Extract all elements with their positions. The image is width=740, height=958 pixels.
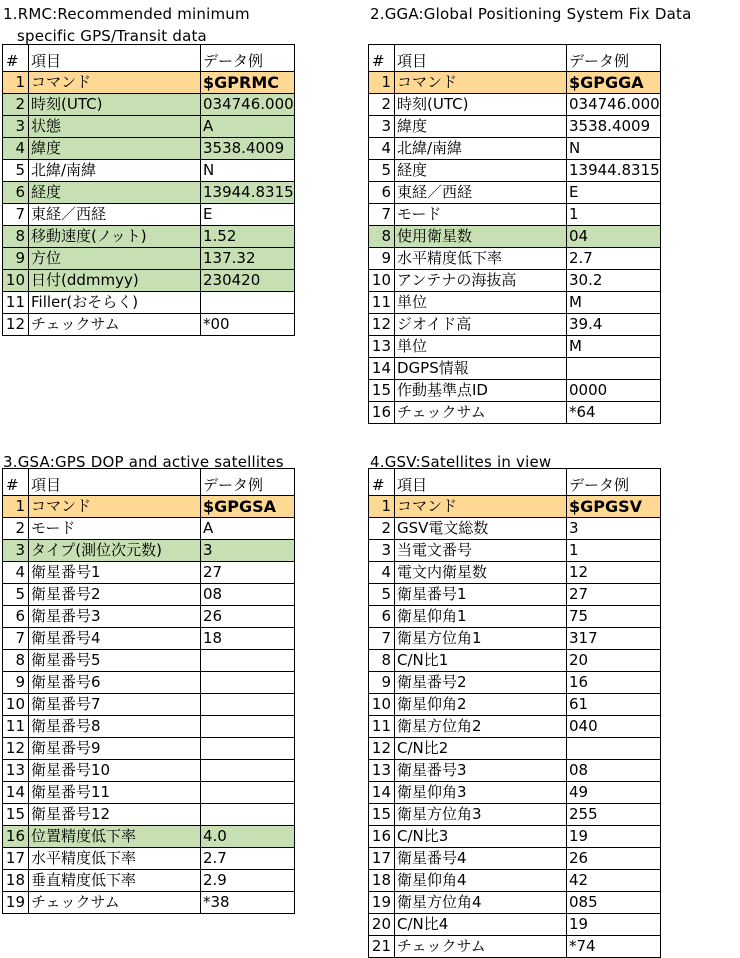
header-example: データ例 [201,469,295,496]
rmc-title-line2: specific GPS/Transit data [17,27,207,45]
table-row [3,650,295,672]
row-item: 時刻(UTC) [29,94,201,116]
row-value [567,738,661,760]
row-item: 電文内衛星数 [395,562,567,584]
row-item: 衛星番号11 [29,782,201,804]
row-item: チェックサム [29,314,201,336]
row-item: 垂直精度低下率 [29,870,201,892]
table-row [369,270,661,292]
table-header-row [369,45,661,72]
rmc-title [3,3,250,47]
row-item: コマンド [29,496,201,518]
row-item: DGPS情報 [395,358,567,380]
row-number: 8 [3,226,29,248]
row-value: 317 [567,628,661,650]
row-value: 75 [567,606,661,628]
row-value: 040 [567,716,661,738]
table-row [369,182,661,204]
table-row [3,248,295,270]
row-value [201,738,295,760]
row-value: $GPRMC [201,72,295,94]
row-number: 17 [3,848,29,870]
table-row [369,738,661,760]
row-value: 1 [567,204,661,226]
table-row [369,518,661,540]
row-value [201,694,295,716]
table-row [369,760,661,782]
row-value: 30.2 [567,270,661,292]
table-row [3,540,295,562]
row-value: 26 [567,848,661,870]
row-number: 20 [369,914,395,936]
row-item: ジオイド高 [395,314,567,336]
table-row [3,694,295,716]
table-row [369,672,661,694]
header-number: # [369,469,395,496]
table-row [3,738,295,760]
row-item: 衛星番号10 [29,760,201,782]
table-row [3,826,295,848]
row-item: モード [395,204,567,226]
table-row [369,914,661,936]
row-value: 08 [567,760,661,782]
row-item: 衛星方位角3 [395,804,567,826]
gga-table [368,44,661,424]
row-value: 13944.8315 [567,160,661,182]
table-row [3,562,295,584]
row-value: 12 [567,562,661,584]
row-value [567,358,661,380]
row-value: 034746.000 [201,94,295,116]
row-number: 4 [369,562,395,584]
row-value: 0000 [567,380,661,402]
table-row [369,826,661,848]
row-value: 39.4 [567,314,661,336]
table-header-row [3,45,295,72]
row-number: 8 [369,226,395,248]
table-row [369,160,661,182]
header-item: 項目 [395,469,567,496]
row-number: 8 [369,650,395,672]
table-row [369,72,661,94]
row-item: チェックサム [29,892,201,914]
table-row [369,496,661,518]
table-row [369,292,661,314]
table-row [369,226,661,248]
row-number: 9 [3,672,29,694]
row-item: 状態 [29,116,201,138]
row-value: 61 [567,694,661,716]
row-number: 4 [369,138,395,160]
table-row [3,204,295,226]
gsv-title-line1: 4.GSV:Satellites in view [370,453,552,471]
row-item: 移動速度(ノット) [29,226,201,248]
row-number: 2 [369,94,395,116]
row-value: 27 [201,562,295,584]
table-row [3,94,295,116]
row-number: 12 [369,314,395,336]
row-value: 27 [567,584,661,606]
table-row [369,562,661,584]
row-item: 緯度 [29,138,201,160]
row-value [201,760,295,782]
rmc-table [2,44,295,336]
row-number: 21 [369,936,395,958]
row-number: 1 [369,496,395,518]
table-row [3,848,295,870]
row-item: 単位 [395,292,567,314]
table-row [3,804,295,826]
row-number: 10 [3,270,29,292]
row-number: 15 [3,804,29,826]
row-item: 衛星番号9 [29,738,201,760]
row-number: 13 [369,336,395,358]
row-item: 東経／西経 [395,182,567,204]
row-value: 19 [567,914,661,936]
header-number: # [3,469,29,496]
table-row [369,540,661,562]
table-row [369,694,661,716]
row-value: 42 [567,870,661,892]
row-value: N [567,138,661,160]
row-number: 12 [3,738,29,760]
row-value: 230420 [201,270,295,292]
row-number: 11 [369,716,395,738]
row-value: A [201,518,295,540]
table-row [3,292,295,314]
row-number: 6 [369,606,395,628]
row-value [201,716,295,738]
table-row [3,518,295,540]
row-number: 1 [3,496,29,518]
row-item: 時刻(UTC) [395,94,567,116]
row-item: 緯度 [395,116,567,138]
row-number: 10 [369,270,395,292]
row-number: 6 [3,606,29,628]
row-number: 14 [369,358,395,380]
row-item: 位置精度低下率 [29,826,201,848]
row-value [201,804,295,826]
table-row [369,204,661,226]
row-value [201,650,295,672]
row-item: 当電文番号 [395,540,567,562]
table-row [369,116,661,138]
row-item: 衛星番号1 [395,584,567,606]
row-value: 49 [567,782,661,804]
row-value: 1.52 [201,226,295,248]
row-item: モード [29,518,201,540]
table-row [369,248,661,270]
row-item: 衛星番号12 [29,804,201,826]
table-row [369,804,661,826]
row-number: 6 [369,182,395,204]
table-row [369,94,661,116]
row-value: 2.7 [201,848,295,870]
row-number: 5 [3,160,29,182]
row-item: 衛星仰角3 [395,782,567,804]
row-value: *74 [567,936,661,958]
table-row [3,226,295,248]
row-number: 15 [369,380,395,402]
table-row [3,606,295,628]
row-value: $GPGSA [201,496,295,518]
gsa-title-line1: 3.GSA:GPS DOP and active satellites [3,453,284,471]
row-number: 6 [3,182,29,204]
row-number: 13 [369,760,395,782]
table-header-row [3,469,295,496]
row-item: 作動基準点ID [395,380,567,402]
table-row [3,496,295,518]
row-number: 3 [369,540,395,562]
row-item: 日付(ddmmyy) [29,270,201,292]
row-number: 5 [3,584,29,606]
row-item: アンテナの海抜高 [395,270,567,292]
table-row [369,314,661,336]
row-value: M [567,292,661,314]
row-value: 085 [567,892,661,914]
gsv-table [368,468,661,958]
row-item: 衛星仰角1 [395,606,567,628]
row-value: $GPGGA [567,72,661,94]
row-value [201,292,295,314]
row-value: 2.7 [567,248,661,270]
row-item: 衛星番号7 [29,694,201,716]
row-number: 11 [369,292,395,314]
row-value: 4.0 [201,826,295,848]
row-number: 10 [369,694,395,716]
table-row [3,628,295,650]
row-number: 3 [3,540,29,562]
row-item: Filler(おそらく) [29,292,201,314]
row-value: 04 [567,226,661,248]
row-value: 18 [201,628,295,650]
table-row [369,584,661,606]
table-row [3,182,295,204]
row-number: 7 [3,204,29,226]
row-item: 衛星番号2 [395,672,567,694]
row-number: 15 [369,804,395,826]
table-row [369,848,661,870]
row-number: 10 [3,694,29,716]
row-value: 3 [567,518,661,540]
row-value: 2.9 [201,870,295,892]
gsa-table [2,468,295,914]
table-row [3,892,295,914]
row-item: C/N比2 [395,738,567,760]
table-header-row [369,469,661,496]
table-row [369,336,661,358]
row-number: 8 [3,650,29,672]
row-number: 2 [3,94,29,116]
table-row [3,160,295,182]
table-row [369,606,661,628]
row-value: 16 [567,672,661,694]
header-number: # [3,45,29,72]
row-number: 16 [369,826,395,848]
table-row [3,72,295,94]
row-value: 3538.4009 [567,116,661,138]
row-item: チェックサム [395,936,567,958]
row-number: 18 [369,870,395,892]
table-row [3,270,295,292]
row-item: GSV電文総数 [395,518,567,540]
row-value: 034746.000 [567,94,661,116]
row-number: 12 [3,314,29,336]
row-item: 衛星仰角4 [395,870,567,892]
row-item: 衛星仰角2 [395,694,567,716]
row-item: 北緯/南緯 [395,138,567,160]
row-number: 13 [3,760,29,782]
row-item: 衛星番号5 [29,650,201,672]
row-value: *64 [567,402,661,424]
table-row [3,716,295,738]
row-number: 3 [3,116,29,138]
row-item: 水平精度低下率 [29,848,201,870]
table-row [3,870,295,892]
row-value: N [201,160,295,182]
row-number: 1 [369,72,395,94]
row-value: A [201,116,295,138]
table-row [369,402,661,424]
row-item: 衛星番号3 [395,760,567,782]
row-value: 3538.4009 [201,138,295,160]
row-item: 衛星番号3 [29,606,201,628]
header-example: データ例 [567,45,661,72]
row-value: E [201,204,295,226]
row-number: 7 [369,204,395,226]
row-number: 14 [3,782,29,804]
header-item: 項目 [395,45,567,72]
table-row [369,358,661,380]
table-row [369,936,661,958]
row-number: 16 [3,826,29,848]
row-item: C/N比4 [395,914,567,936]
row-value: 1 [567,540,661,562]
row-value [201,782,295,804]
row-value: 137.32 [201,248,295,270]
table-row [369,892,661,914]
row-item: 単位 [395,336,567,358]
row-number: 2 [3,518,29,540]
row-number: 19 [369,892,395,914]
row-value: *00 [201,314,295,336]
gga-title-line1: 2.GGA:Global Positioning System Fix Data [370,5,692,23]
row-item: タイプ(測位次元数) [29,540,201,562]
table-row [3,116,295,138]
row-number: 11 [3,716,29,738]
row-item: 衛星方位角2 [395,716,567,738]
header-number: # [369,45,395,72]
header-item: 項目 [29,469,201,496]
row-number: 3 [369,116,395,138]
row-number: 5 [369,584,395,606]
table-row [369,870,661,892]
row-number: 5 [369,160,395,182]
table-row [3,584,295,606]
row-number: 17 [369,848,395,870]
row-item: 衛星番号2 [29,584,201,606]
row-value: 08 [201,584,295,606]
row-item: コマンド [395,72,567,94]
gga-title [370,3,691,25]
row-item: コマンド [395,496,567,518]
row-value: 13944.8315 [201,182,295,204]
row-item: 使用衛星数 [395,226,567,248]
rmc-title-line1: 1.RMC:Recommended minimum [3,5,250,23]
row-number: 14 [369,782,395,804]
row-item: 衛星番号1 [29,562,201,584]
row-item: 経度 [395,160,567,182]
row-item: 衛星番号4 [395,848,567,870]
row-value [201,672,295,694]
table-row [369,782,661,804]
row-number: 9 [369,248,395,270]
row-number: 11 [3,292,29,314]
table-row [3,138,295,160]
row-item: 北緯/南緯 [29,160,201,182]
row-value: *38 [201,892,295,914]
row-item: 東経／西経 [29,204,201,226]
row-number: 4 [3,562,29,584]
row-number: 18 [3,870,29,892]
table-row [369,628,661,650]
row-number: 9 [369,672,395,694]
header-item: 項目 [29,45,201,72]
table-row [369,380,661,402]
row-number: 4 [3,138,29,160]
table-row [3,760,295,782]
row-item: 衛星番号6 [29,672,201,694]
row-item: コマンド [29,72,201,94]
row-item: 衛星方位角1 [395,628,567,650]
row-item: C/N比3 [395,826,567,848]
table-row [369,138,661,160]
row-value: 19 [567,826,661,848]
header-example: データ例 [201,45,295,72]
row-item: 衛星番号4 [29,628,201,650]
row-value: 255 [567,804,661,826]
row-number: 1 [3,72,29,94]
row-value: 20 [567,650,661,672]
row-number: 7 [3,628,29,650]
row-number: 9 [3,248,29,270]
row-value: 3 [201,540,295,562]
header-example: データ例 [567,469,661,496]
table-row [3,782,295,804]
row-item: チェックサム [395,402,567,424]
table-row [3,314,295,336]
table-row [3,672,295,694]
row-value: $GPGSV [567,496,661,518]
row-value: 26 [201,606,295,628]
table-row [369,650,661,672]
row-number: 19 [3,892,29,914]
row-item: 経度 [29,182,201,204]
row-item: C/N比1 [395,650,567,672]
row-item: 衛星番号8 [29,716,201,738]
table-row [369,716,661,738]
row-value: E [567,182,661,204]
row-item: 方位 [29,248,201,270]
row-item: 水平精度低下率 [395,248,567,270]
row-value: M [567,336,661,358]
row-number: 7 [369,628,395,650]
row-number: 12 [369,738,395,760]
row-item: 衛星方位角4 [395,892,567,914]
row-number: 2 [369,518,395,540]
row-number: 16 [369,402,395,424]
